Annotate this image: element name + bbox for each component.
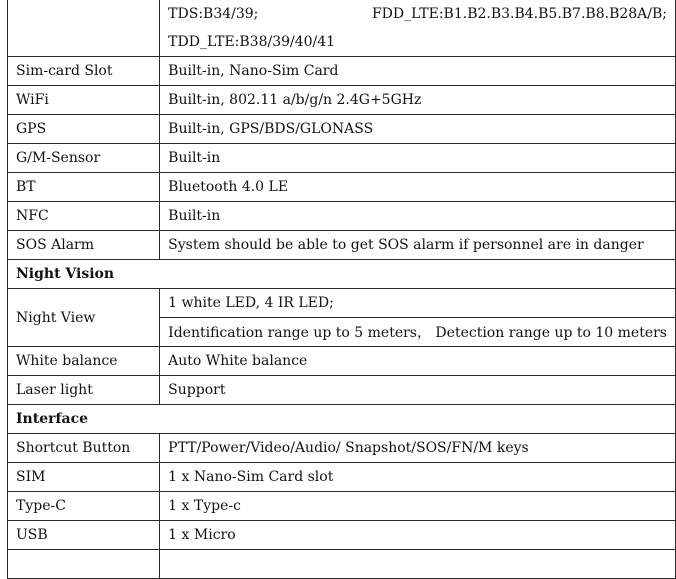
- table-row: [8, 289, 676, 318]
- table-row: [8, 144, 676, 173]
- row-value: 1 x Nano-Sim Card slot: [160, 463, 676, 492]
- section-header-row: [8, 260, 676, 289]
- network-bands-line1: [160, 0, 676, 28]
- row-label-empty: [8, 0, 160, 28]
- tds-bands: TDS:B34/39;: [168, 6, 259, 22]
- row-label: G/M-Sensor: [8, 144, 160, 173]
- row-value: Built-in: [160, 144, 676, 173]
- row-label: Shortcut Button: [8, 434, 160, 463]
- row-label-empty: [8, 28, 160, 57]
- row-value: Built-in, Nano-Sim Card: [160, 57, 676, 86]
- table-row: [8, 521, 676, 550]
- row-label: BT: [8, 173, 160, 202]
- row-value: Support: [160, 376, 676, 405]
- table-row: [8, 28, 676, 57]
- row-label: Sim-card Slot: [8, 57, 160, 86]
- row-label: White balance: [8, 347, 160, 376]
- row-value: Auto White balance: [160, 347, 676, 376]
- row-label: Night View: [8, 289, 160, 347]
- table-row: [8, 202, 676, 231]
- table-row: [8, 115, 676, 144]
- row-value: 1 white LED, 4 IR LED;: [160, 289, 676, 318]
- row-label: Laser light: [8, 376, 160, 405]
- section-header-row: [8, 405, 676, 434]
- section-header-night-vision: Night Vision: [8, 260, 676, 289]
- row-value: System should be able to get SOS alarm if personnel are in danger: [160, 231, 676, 260]
- row-label: WiFi: [8, 86, 160, 115]
- row-value: Built-in, GPS/BDS/GLONASS: [160, 115, 676, 144]
- spec-table: [7, 0, 676, 579]
- row-value: PTT/Power/Video/Audio/ Snapshot/SOS/FN/M keys: [160, 434, 676, 463]
- tdd-lte-bands: TDD_LTE:B38/39/40/41: [160, 28, 676, 57]
- row-value: 1 x Micro: [160, 521, 676, 550]
- row-value: Built-in, 802.11 a/b/g/n 2.4G+5GHz: [160, 86, 676, 115]
- row-value: Built-in: [160, 202, 676, 231]
- row-value: 1 x Type-c: [160, 492, 676, 521]
- row-label: USB: [8, 521, 160, 550]
- table-row: [8, 347, 676, 376]
- row-label: GPS: [8, 115, 160, 144]
- row-label: Type-C: [8, 492, 160, 521]
- table-row: [8, 492, 676, 521]
- row-label: NFC: [8, 202, 160, 231]
- row-value: Identification range up to 5 meters， Detection range up to 10 meters: [160, 318, 676, 347]
- table-row: [8, 0, 676, 28]
- table-row: [8, 86, 676, 115]
- row-label: SIM: [8, 463, 160, 492]
- table-row: [8, 173, 676, 202]
- table-row: [8, 376, 676, 405]
- table-row: [8, 434, 676, 463]
- row-label: SOS Alarm: [8, 231, 160, 260]
- table-row: [8, 231, 676, 260]
- table-row: [8, 463, 676, 492]
- section-header-interface: Interface: [8, 405, 676, 434]
- fdd-lte-bands: FDD_LTE:B1.B2.B3.B4.B5.B7.B8.B28A/B;: [371, 6, 667, 22]
- table-row: [8, 57, 676, 86]
- row-value: Bluetooth 4.0 LE: [160, 173, 676, 202]
